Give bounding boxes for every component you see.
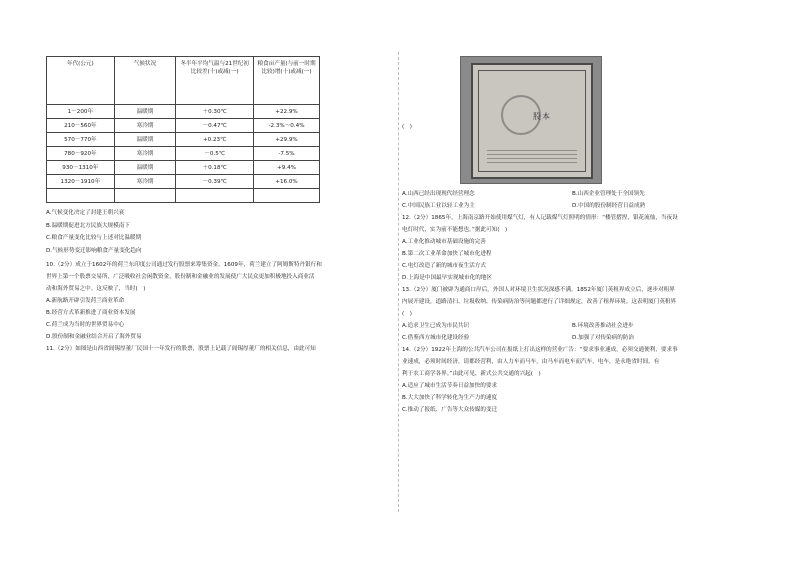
table-cell: －0.39℃	[176, 175, 254, 189]
q13-options-row1	[402, 320, 754, 332]
table-row	[47, 119, 320, 133]
table-cell: +22.9%	[254, 105, 320, 119]
table-cell: 寒冷期	[114, 147, 176, 161]
header-cell: 气候状况	[114, 57, 176, 105]
option-d[interactable]: D.气候形势变迁影响粮食产量变化趋向	[46, 247, 142, 254]
table-row	[47, 175, 320, 189]
question-stem-line: 电灯时代，实为前不能想也。”据此可知( )	[402, 227, 508, 233]
question-stem-line: 内展开建设，道路清扫、垃圾收纳、传染病防治等问题都进行了详细规定，改善了租界环境。这表明厦门英租界	[402, 299, 677, 305]
question-13	[402, 284, 754, 344]
table-cell: 温暖期	[114, 133, 176, 147]
table-cell: 570－770年	[47, 133, 115, 147]
header-cell: 粮食亩产量(与前一时期比较)增(十)或减(一)	[254, 57, 320, 105]
question-14	[402, 344, 754, 416]
question-stem-line: 利于农工商学各界。”由此可见，新式公共交通的兴起( )	[402, 371, 541, 377]
table-row	[47, 147, 320, 161]
question-11-stem: 11.（2分）如图是山西省阎锡厚董厂民国十一年发行的股票，股票上记载了阎锡厚董厂的相关信息，由此可知	[46, 346, 316, 352]
table-cell	[254, 189, 320, 203]
table-cell	[114, 189, 176, 203]
column-divider	[398, 52, 399, 512]
left-column	[46, 56, 396, 355]
table-cell: 210－560年	[47, 119, 115, 133]
option-b[interactable]: B.大大加快了科学转化为生产力的速度	[402, 395, 498, 401]
table-cell: +9.4%	[254, 161, 320, 175]
option-d[interactable]: D.加强了对传染病的防治	[572, 335, 635, 341]
table-cell: 温暖期	[114, 161, 176, 175]
option-c[interactable]: C.电灯改造了新的城市夜生活方式	[402, 263, 486, 269]
q11-options-row2	[402, 200, 754, 212]
option-b[interactable]: B.经营方式革新推进了商业资本发展	[46, 310, 136, 316]
option-d[interactable]: D.中国的股份制经营日益成熟	[572, 203, 646, 209]
option-a[interactable]: A.工业化推动城市基础设施的完善	[402, 239, 486, 245]
table-cell: 780－920年	[47, 147, 115, 161]
climate-grain-table	[46, 56, 320, 203]
option-c[interactable]: C.借鉴西方城市化建设经验	[402, 335, 470, 341]
q9-options	[46, 209, 396, 259]
table-cell: +29.9%	[254, 133, 320, 147]
table-cell: 930－1310年	[47, 161, 115, 175]
question-stem-line: 13.（2分）厦门被辟为通商口岸后，外国人对环境卫生状况深感不满。1852年厦门英租界成立后，逐步对租界	[402, 287, 675, 293]
table-cell	[176, 189, 254, 203]
table-row	[47, 133, 320, 147]
header-cell: 年代(公元)	[47, 57, 115, 105]
option-c[interactable]: C.中国民族工业以轻工业为主	[402, 203, 475, 209]
table-row	[47, 189, 320, 203]
certificate-title: 股本	[533, 112, 551, 121]
table-cell: －0.5℃	[176, 147, 254, 161]
question-stem-line: 14.（2分）1922年上海的公共汽车公司在报纸上打出这样的营业广告：“要求事业速成，必须交通便利，要求事	[402, 347, 678, 353]
option-a[interactable]: A.适应了城市生活节奏日益加快的要求	[402, 383, 498, 389]
option-a[interactable]: A.新航路开辟引发荷兰商业革命	[46, 298, 125, 304]
table-cell: 温暖期	[114, 105, 176, 119]
question-stem-line: 12.（2分）1865年，上海南京路开始使用煤气灯，有人记载煤气灯照明的情形：“楼管摺捏，银花流灿，当夜设	[402, 215, 678, 221]
table-cell: -7.5%	[254, 147, 320, 161]
certificate-text-lines	[487, 147, 577, 163]
question-stem-line: 动和海外贸易之中。这反映了，当时( )	[46, 286, 146, 292]
option-b[interactable]: B.山西企业管理处于全国领先	[572, 191, 645, 197]
option-b[interactable]: B.第二次工业革命加快了城市化进程	[402, 251, 492, 257]
answer-bracket: ( )	[402, 124, 412, 130]
q13-options-row2	[402, 332, 754, 344]
table-row	[47, 105, 320, 119]
table-cell: 寒冷期	[114, 175, 176, 189]
table-cell	[47, 189, 115, 203]
option-c[interactable]: C.粮食产量变化比较与上述对比温暖期	[46, 235, 142, 241]
table-cell: 1－200年	[47, 105, 115, 119]
certificate-image	[471, 63, 593, 179]
table-cell: ＋0.18℃	[176, 161, 254, 175]
option-a[interactable]: A.山西已经出现现代经营理念	[402, 191, 475, 197]
header-cell: 冬半年平均气温与21世纪初比较差(十)或减(一)	[176, 57, 254, 105]
option-c[interactable]: C.荷兰成为当时的世界贸易中心	[46, 322, 125, 328]
question-stem-line: 10.（2分）成立于1602年的荷兰东印度公司通过发行股票来筹集资金。1609年，荷兰建立了阿姆斯特丹银行和	[46, 262, 322, 268]
question-stem-line: 业速成，必须时间经济，请都经营利，由人力车而马车，由马车而电车而汽车，电车，是永绝省时间，有	[402, 359, 660, 365]
q11-figure-area	[402, 56, 754, 188]
option-b[interactable]: B.环境改善推动社会进步	[572, 323, 634, 329]
question-12	[402, 212, 754, 284]
table-cell: 1320－1910年	[47, 175, 115, 189]
option-d[interactable]: D.股份制和金融业结合开启了海外贸易	[46, 334, 142, 340]
question-stem-line: ( )	[402, 311, 412, 317]
table-row	[47, 161, 320, 175]
table-cell: 寒冷期	[114, 119, 176, 133]
table-cell: -2.3%～0.4%	[254, 119, 320, 133]
table-cell: －0.47℃	[176, 119, 254, 133]
option-c[interactable]: C.推动了报纸、广告等大众传媒的变迁	[402, 407, 498, 413]
option-a[interactable]: A.追求卫生已成为市民共识	[402, 323, 470, 329]
table-cell: ＋0.30℃	[176, 105, 254, 119]
option-a[interactable]: A.气候变化决定了封建王朝兴衰	[46, 210, 125, 216]
question-10	[46, 259, 396, 343]
right-column	[402, 56, 754, 416]
question-stem-line: 世界上第一个股票交易所，广泛吸收社会闲散资金，股份制和金融业的发展使广大民众更加积极地投入商业活	[46, 274, 315, 280]
table-cell: +0.23℃	[176, 133, 254, 147]
option-b[interactable]: B.温暖期促进北方民族大规模南下	[46, 222, 130, 229]
table-header-row	[47, 57, 320, 105]
option-d[interactable]: D.上海是中国最早实现城市化的地区	[402, 275, 492, 281]
q11-options-row1	[402, 188, 754, 200]
stock-certificate-photo	[460, 56, 602, 184]
table-cell: +16.0%	[254, 175, 320, 189]
